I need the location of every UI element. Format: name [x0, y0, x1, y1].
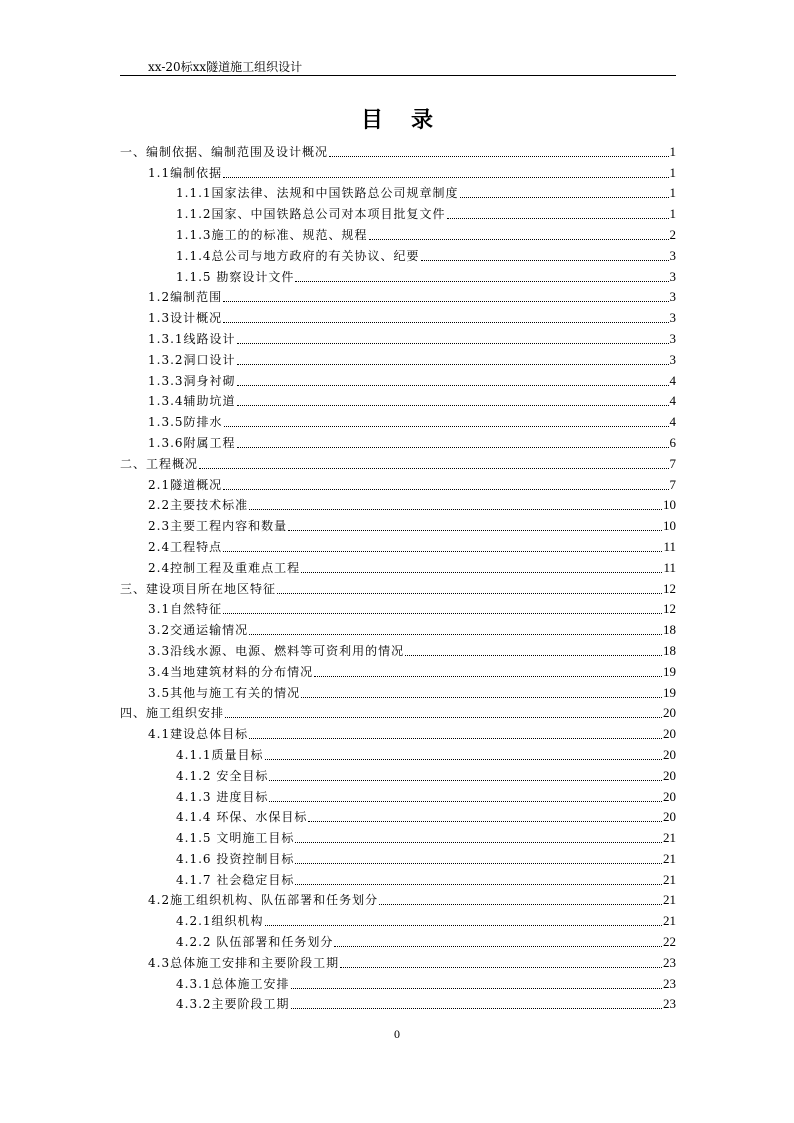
toc-entry-title: 4.1建设总体目标: [148, 727, 249, 742]
toc-entry-title: 4.1.1质量目标: [176, 747, 264, 762]
toc-entry[interactable]: [120, 992, 676, 1013]
toc-entry[interactable]: [120, 222, 676, 243]
toc-entry-title: 3.1自然特征: [148, 602, 223, 617]
toc-entry-page: 23: [663, 975, 676, 991]
toc-entry[interactable]: [120, 160, 676, 181]
toc-entry-title: 1.1.2国家、中国铁路总公司对本项目批复文件: [176, 207, 446, 222]
toc-entry[interactable]: [120, 513, 676, 534]
toc-entry[interactable]: [120, 389, 676, 410]
dot-leader: [269, 801, 662, 802]
toc-entry[interactable]: [120, 430, 676, 451]
toc-entry-page: 1: [669, 185, 676, 201]
toc-entry-title: 1.3.6附属工程: [148, 435, 236, 450]
dot-leader: [237, 364, 669, 365]
dot-leader: [225, 717, 662, 718]
toc-entry-page: 20: [663, 788, 676, 804]
dot-leader: [288, 530, 662, 531]
dot-leader: [295, 863, 662, 864]
toc-entry-page: 4: [669, 393, 676, 409]
toc-entry[interactable]: [120, 472, 676, 493]
toc-entry[interactable]: [120, 451, 676, 472]
toc-entry-title: 1.1.5 勘察设计文件: [176, 269, 295, 284]
toc-entry-page: 18: [663, 622, 676, 638]
toc-entry[interactable]: [120, 971, 676, 992]
toc-entry-title: 4.3.2主要阶段工期: [176, 997, 290, 1012]
toc-entry-title: 3.5其他与施工有关的情况: [148, 685, 301, 700]
toc-entry[interactable]: [120, 701, 676, 722]
toc-entry-title: 1.1编制依据: [148, 165, 223, 180]
dot-leader: [301, 697, 662, 698]
toc-entry[interactable]: [120, 659, 676, 680]
toc-entry[interactable]: [120, 243, 676, 264]
toc-entry-title: 4.1.6 投资控制目标: [176, 851, 295, 866]
toc-entry-title: 4.2.1组织机构: [176, 914, 264, 929]
toc-entry-title: 3.3沿线水源、电源、燃料等可资利用的情况: [148, 643, 405, 658]
toc-entry-title: 4.1.5 文明施工目标: [176, 831, 295, 846]
toc-entry-page: 1: [669, 206, 676, 222]
toc-entry[interactable]: [120, 534, 676, 555]
toc-entry-title: 4.1.3 进度目标: [176, 789, 269, 804]
toc-entry-title: 二、工程概况: [120, 456, 199, 471]
dot-leader: [277, 593, 662, 594]
dot-leader: [291, 988, 662, 989]
dot-leader: [249, 738, 662, 739]
toc-entry[interactable]: [120, 201, 676, 222]
page-title: 目录: [360, 107, 461, 133]
toc-entry-page: 3: [669, 289, 676, 305]
toc-entry-page: 6: [669, 434, 676, 450]
dot-leader: [405, 655, 662, 656]
toc-entry-page: 21: [663, 892, 676, 908]
toc-entry[interactable]: [120, 555, 676, 576]
dot-leader: [460, 197, 669, 198]
toc-entry-title: 4.3.1总体施工安排: [176, 976, 290, 991]
toc-entry-page: 11: [663, 538, 676, 554]
toc-entry-page: 2: [669, 226, 676, 242]
toc-entry[interactable]: [120, 846, 676, 867]
toc-entry-title: 三、建设项目所在地区特征: [120, 581, 277, 596]
toc-entry-page: 7: [669, 476, 676, 492]
toc-entry[interactable]: [120, 409, 676, 430]
toc-entry[interactable]: [120, 929, 676, 950]
toc-entry-page: 12: [663, 601, 676, 617]
dot-leader: [295, 884, 662, 885]
dot-leader: [249, 509, 662, 510]
dot-leader: [265, 925, 662, 926]
toc-entry-page: 3: [669, 247, 676, 263]
page-number: 0: [394, 1027, 400, 1041]
dot-leader: [295, 281, 668, 282]
toc-entry-title: 1.3.5防排水: [148, 415, 223, 430]
dot-leader: [369, 239, 669, 240]
toc-entry-title: 4.1.2 安全目标: [176, 768, 269, 783]
dot-leader: [223, 322, 668, 323]
dot-leader: [329, 156, 668, 157]
toc-entry-title: 4.2.2 队伍部署和任务划分: [176, 935, 334, 950]
toc-entry-title: 3.4当地建筑材料的分布情况: [148, 664, 314, 679]
toc-entry-page: 12: [663, 580, 676, 596]
dot-leader: [447, 218, 669, 219]
toc-entry-page: 19: [663, 663, 676, 679]
toc-entry-title: 1.1.3施工的的标准、规范、规程: [176, 227, 368, 242]
toc-entry[interactable]: [120, 721, 676, 742]
dot-leader: [291, 1008, 662, 1009]
dot-leader: [223, 301, 668, 302]
toc-entry-title: 1.1.1国家法律、法规和中国铁路总公司规章制度: [176, 186, 459, 201]
dot-leader: [334, 946, 662, 947]
toc-entry-title: 2.4控制工程及重难点工程: [148, 560, 301, 575]
toc-entry[interactable]: [120, 347, 676, 368]
dot-leader: [308, 821, 662, 822]
toc-entry-page: 3: [669, 310, 676, 326]
dot-leader: [237, 405, 669, 406]
toc-entry[interactable]: [120, 368, 676, 389]
toc-entry-title: 1.1.4总公司与地方政府的有关协议、纪要: [176, 248, 420, 263]
dot-leader: [249, 634, 662, 635]
toc-entry-title: 一、编制依据、编制范围及设计概况: [120, 144, 329, 159]
toc-entry-title: 1.2编制范围: [148, 290, 223, 305]
toc-entry-page: 20: [663, 726, 676, 742]
toc-entry-title: 4.3总体施工安排和主要阶段工期: [148, 955, 340, 970]
toc-entry-page: 20: [663, 767, 676, 783]
toc-entry-page: 21: [663, 850, 676, 866]
dot-leader: [237, 447, 669, 448]
toc-entry[interactable]: [120, 617, 676, 638]
page-header: xx-20标xx隧道施工组织设计: [120, 58, 676, 76]
toc-entry-page: 20: [663, 705, 676, 721]
toc-entry-page: 4: [669, 414, 676, 430]
toc-entry-title: 四、施工组织安排: [120, 706, 225, 721]
toc-entry-title: 4.1.7 社会稳定目标: [176, 872, 295, 887]
dot-leader: [199, 468, 668, 469]
dot-leader: [421, 260, 669, 261]
toc-entry-title: 1.3.3洞身衬砌: [148, 373, 236, 388]
toc-entry[interactable]: [120, 805, 676, 826]
toc-entry-title: 4.2施工组织机构、队伍部署和任务划分: [148, 893, 379, 908]
toc-entry-title: 2.1隧道概况: [148, 477, 223, 492]
dot-leader: [223, 613, 662, 614]
toc-entry[interactable]: [120, 305, 676, 326]
toc-entry-page: 4: [669, 372, 676, 388]
toc-entry-title: 1.3设计概况: [148, 311, 223, 326]
toc-entry-title: 4.1.4 环保、水保目标: [176, 810, 308, 825]
toc-entry-page: 1: [669, 143, 676, 159]
toc-entry-page: 7: [669, 455, 676, 471]
toc-entry[interactable]: [120, 181, 676, 202]
dot-leader: [314, 676, 662, 677]
dot-leader: [237, 385, 669, 386]
toc-entry-page: 22: [663, 934, 676, 950]
dot-leader: [301, 572, 662, 573]
toc-entry[interactable]: [120, 950, 676, 971]
toc-entry-title: 2.2主要技术标准: [148, 498, 249, 513]
toc-entry-page: 21: [663, 913, 676, 929]
dot-leader: [224, 426, 669, 427]
toc-entry-page: 19: [663, 684, 676, 700]
toc-entry[interactable]: [120, 867, 676, 888]
toc-entry[interactable]: [120, 285, 676, 306]
toc-entry[interactable]: [120, 326, 676, 347]
toc-entry-page: 3: [669, 351, 676, 367]
toc-entry[interactable]: [120, 784, 676, 805]
toc-entry-page: 20: [663, 746, 676, 762]
toc-entry[interactable]: [120, 576, 676, 597]
toc-entry-page: 23: [663, 954, 676, 970]
dot-leader: [265, 759, 662, 760]
dot-leader: [340, 967, 662, 968]
toc-entry[interactable]: [120, 825, 676, 846]
toc-entry-page: 10: [663, 497, 676, 513]
dot-leader: [223, 551, 662, 552]
toc-entry-page: 21: [663, 871, 676, 887]
toc-entry[interactable]: [120, 493, 676, 514]
toc-entry-title: 3.2交通运输情况: [148, 623, 249, 638]
toc-entry[interactable]: [120, 264, 676, 285]
toc-entry-page: 21: [663, 830, 676, 846]
table-of-contents: [120, 139, 676, 1012]
dot-leader: [269, 780, 662, 781]
toc-entry[interactable]: [120, 888, 676, 909]
toc-entry-title: 2.4工程特点: [148, 539, 223, 554]
toc-entry[interactable]: [120, 638, 676, 659]
toc-entry[interactable]: [120, 763, 676, 784]
toc-entry-page: 1: [669, 164, 676, 180]
toc-entry-title: 1.3.2洞口设计: [148, 352, 236, 367]
toc-entry-page: 10: [663, 518, 676, 534]
dot-leader: [295, 842, 662, 843]
toc-entry[interactable]: [120, 597, 676, 618]
toc-entry[interactable]: [120, 680, 676, 701]
toc-entry-title: 2.3主要工程内容和数量: [148, 519, 288, 534]
toc-entry-page: 3: [669, 268, 676, 284]
toc-entry[interactable]: [120, 742, 676, 763]
toc-entry-page: 18: [663, 642, 676, 658]
toc-entry[interactable]: [120, 139, 676, 160]
toc-entry[interactable]: [120, 908, 676, 929]
toc-entry-title: 1.3.4辅助坑道: [148, 394, 236, 409]
toc-entry-page: 3: [669, 330, 676, 346]
toc-entry-title: 1.3.1线路设计: [148, 331, 236, 346]
toc-entry-page: 20: [663, 809, 676, 825]
dot-leader: [223, 489, 668, 490]
toc-entry-page: 23: [663, 996, 676, 1012]
dot-leader: [223, 177, 668, 178]
toc-entry-page: 11: [663, 559, 676, 575]
dot-leader: [237, 343, 669, 344]
dot-leader: [379, 904, 662, 905]
